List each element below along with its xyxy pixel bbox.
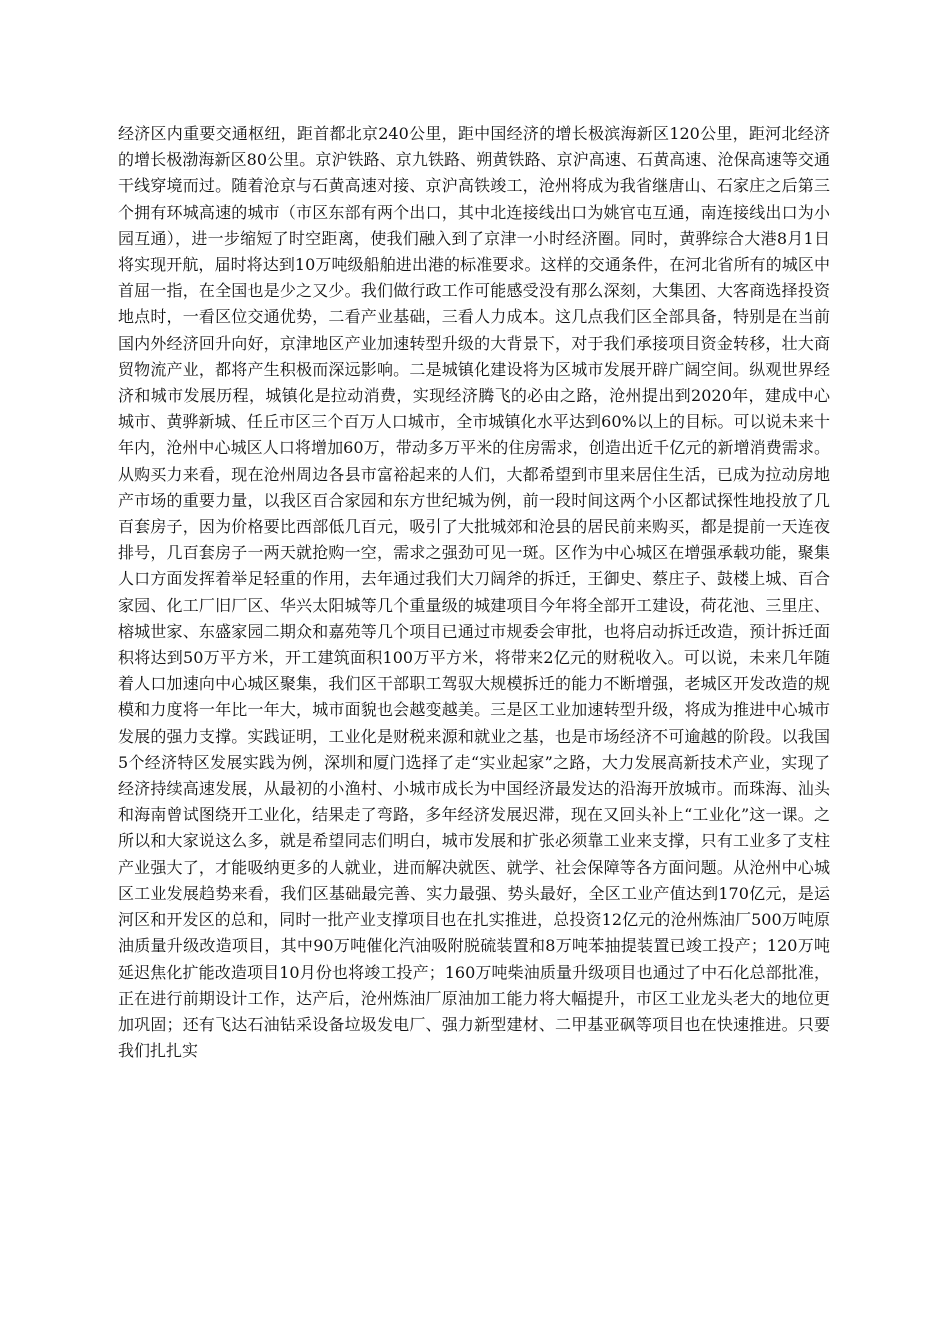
body-paragraph: 经济区内重要交通枢纽，距首都北京240公里，距中国经济的增长极滨海新区120公里，距河北经济的增长极渤海新区80公里。京沪铁路、京九铁路、朔黄铁路、京沪高速、石黄高速、沧保高速等交通干线穿境而过。随着沧京与石黄高速对接、京沪高铁竣工，沧州将成为我省继唐山、石家庄之后第三个拥有环城高速的城市（市区东部有两个出口，其中北连接线出口为姚官屯互通，南连接线出口为小园互通），进一步缩短了时空距离，使我们融入到了京津一小时经济圈。同时，黄骅综合大港8月1日将实现开航，届时将达到10万吨级船舶进出港的标准要求。这样的交通条件，在河北省所有的城区中首屈一指，在全国也是少之又少。我们做行政工作可能感受没有那么深刻，大集团、大客商选择投资地点时，一看区位交通优势，二看产业基础，三看人力成本。这几点我们区全部具备，特别是在当前国内外经济回升向好，京津地区产业加速转型升级的大背景下，对于我们承接项目资金转移，壮大商贸物流产业，都将产生积极而深远影响。二是城镇化建设将为区城市发展开辟广阔空间。纵观世界经济和城市发展历程，城镇化是拉动消费，实现经济腾飞的必由之路，沧州提出到2020年，建成中心城市、黄骅新城、任丘市区三个百万人口城市，全市城镇化水平达到60%以上的目标。可以说未来十年内，沧州中心城区人口将增加60万，带动多万平米的住房需求，创造出近千亿元的新增消费需求。从购买力来看，现在沧州周边各县市富裕起来的人们，大都希望到市里来居住生活，已成为拉动房地产市场的重要力量，以我区百合家园和东方世纪城为例，前一段时间这两个小区都试探性地投放了几百套房子，因为价格要比西部低几百元，吸引了大批城郊和沧县的居民前来购买，都是提前一天连夜排号，几百套房子一两天就抢购一空，需求之强劲可见一斑。区作为中心城区在增强承载功能，聚集人口方面发挥着举足轻重的作用，去年通过我们大刀阔斧的拆迁，王御史、蔡庄子、鼓楼上城、百合家园、化工厂旧厂区、华兴太阳城等几个重量级的城建项目今年将全部开工建设，荷花池、三里庄、榕城世家、东盛家园二期众和嘉苑等几个项目已通过市规委会审批，也将启动拆迁改造，预计拆迁面积将达到50万平方米，开工建筑面积100万平方米，将带来2亿元的财税收入。可以说，未来几年随着人口加速向中心城区聚集，我们区干部职工驾驭大规模拆迁的能力不断增强，老城区开发改造的规模和力度将一年比一年大，城市面貌也会越变越美。三是区工业加速转型升级，将成为推进中心城市发展的强力支撑。实践证明，工业化是财税来源和就业之基，也是市场经济不可逾越的阶段。以我国5个经济特区发展实践为例，深圳和厦门选择了走“实业起家”之路，大力发展高新技术产业，实现了经济持续高速发展，从最初的小渔村、小城市成长为中国经济最发达的沿海开放城市。而珠海、汕头和海南曾试图绕开工业化，结果走了弯路，多年经济发展迟滞，现在又回头补上“工业化”这一课。之所以和大家说这么多，就是希望同志们明白，城市发展和扩张必须靠工业来支撑，只有工业多了支柱产业强大了，才能吸纳更多的人就业，进而解决就医、就学、社会保障等各方面问题。从沧州中心城区工业发展趋势来看，我们区基础最完善、实力最强、势头最好，全区工业产值达到170亿元，是运河区和开发区的总和，同时一批产业支撑项目也在扎实推进，总投资12亿元的沧州炼油厂500万吨原油质量升级改造项目，其中90万吨催化汽油吸附脱硫装置和8万吨苯抽提装置已竣工投产；120万吨延迟焦化扩能改造项目10月份也将竣工投产；160万吨柴油质量升级项目也通过了中石化总部批准，正在进行前期设计工作，达产后，沧州炼油厂原油加工能力将大幅提升，市区工业龙头老大的地位更加巩固；还有飞达石油钻采设备垃圾发电厂、强力新型建材、二甲基亚砜等项目也在快速推进。只要我们扎扎实 [118,124,830,1061]
document-body [118,121,830,1064]
